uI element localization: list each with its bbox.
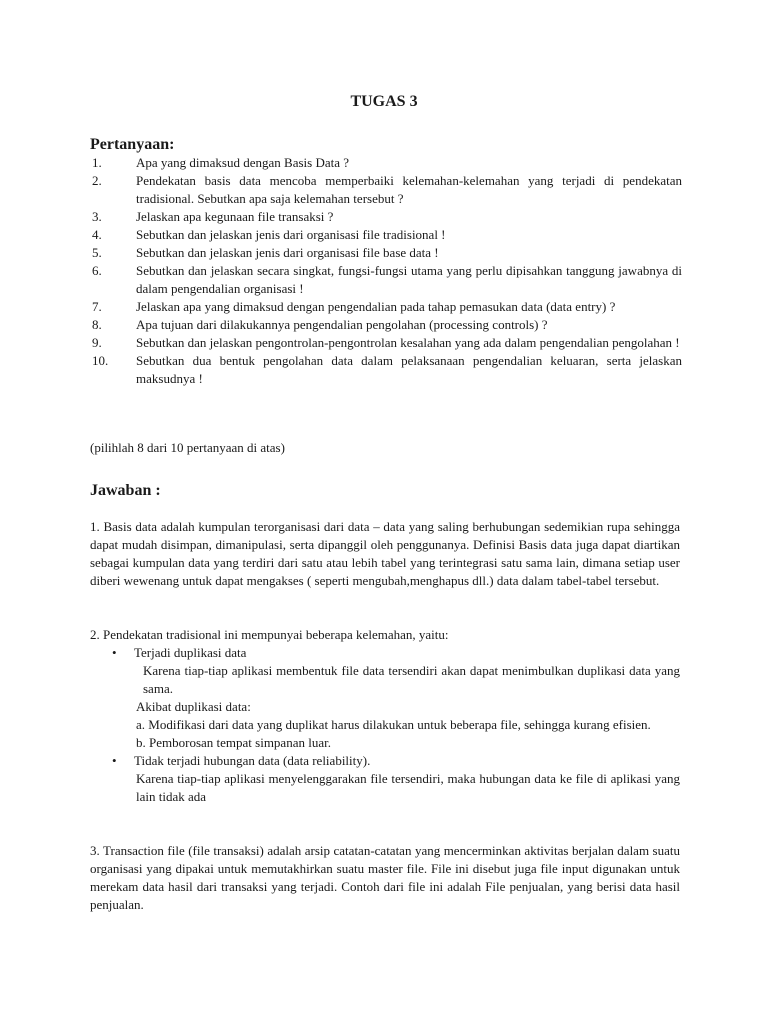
item-number: 5. [92, 245, 102, 260]
item-text: Sebutkan dan jelaskan jenis dari organisasi file base data ! [136, 245, 439, 260]
answers-heading: Jawaban : [90, 482, 161, 499]
list-item [92, 352, 682, 388]
list-item [92, 172, 682, 208]
bullet-icon: • [112, 645, 117, 660]
item-text: Sebutkan dan jelaskan secara singkat, fungsi-fungsi utama yang perlu dipisahkan tanggung jawabnya di dalam pengendalian organisasi ! [136, 263, 682, 296]
item-number: 1. [92, 155, 102, 170]
item-text: Jelaskan apa kegunaan file transaksi ? [136, 209, 334, 224]
item-number: 7. [92, 299, 102, 314]
effect-b: b. Pemborosan tempat simpanan luar. [136, 735, 331, 750]
item-number: 2. [92, 173, 102, 188]
list-item [90, 752, 680, 770]
list-item [92, 226, 682, 244]
effect-a: a. Modifikasi dari data yang duplikat harus dilakukan untuk beberapa file, sehingga kurang efisien. [136, 717, 651, 732]
list-item [92, 262, 682, 298]
item-text: Pendekatan basis data mencoba memperbaiki kelemahan-kelemahan yang terjadi di pendekatan tradisional. Sebutkan apa saja kelemahan tersebut ? [136, 173, 682, 206]
item-number: 4. [92, 227, 102, 242]
selection-note: (pilihlah 8 dari 10 pertanyaan di atas) [90, 440, 285, 455]
bullet-title: Terjadi duplikasi data [134, 645, 247, 660]
item-number: 10. [92, 353, 109, 368]
effect-heading: Akibat duplikasi data: [136, 699, 251, 714]
item-number: 6. [92, 263, 102, 278]
item-text: Sebutkan dan jelaskan pengontrolan-pengontrolan kesalahan yang ada dalam pengendalian pengolahan ! [136, 335, 680, 350]
item-text: Apa yang dimaksud dengan Basis Data ? [136, 155, 350, 170]
item-number: 3. [92, 209, 102, 224]
questions-list [92, 154, 682, 388]
list-item [92, 244, 682, 262]
bullet-description: Karena tiap-tiap aplikasi menyelenggarakan file tersendiri, maka hubungan data ke file di aplikasi yang lain tidak ada [136, 771, 680, 804]
item-text: Sebutkan dua bentuk pengolahan data dalam pelaksanaan pengendalian keluaran, serta jelaskan maksudnya ! [136, 353, 682, 386]
item-number: 8. [92, 317, 102, 332]
list-item [92, 316, 682, 334]
list-item [92, 298, 682, 316]
questions-heading: Pertanyaan: [90, 136, 175, 153]
list-item [90, 644, 680, 662]
item-text: Sebutkan dan jelaskan jenis dari organisasi file tradisional ! [136, 227, 446, 242]
page-title: TUGAS 3 [350, 93, 418, 110]
list-item [92, 334, 682, 352]
list-item [92, 154, 682, 172]
bullet-description: Karena tiap-tiap aplikasi membentuk file data tersendiri akan dapat menimbulkan duplikasi data yang sama. [143, 663, 680, 696]
bullet-title: Tidak terjadi hubungan data (data reliability). [134, 753, 371, 768]
list-item [92, 208, 682, 226]
answer-2 [90, 626, 680, 806]
answer-2-intro: 2. Pendekatan tradisional ini mempunyai beberapa kelemahan, yaitu: [90, 627, 449, 642]
bullet-icon: • [112, 753, 117, 768]
answer-1: 1. Basis data adalah kumpulan terorganisasi dari data – data yang saling berhubungan sedemikian rupa sehingga dapat mudah disimpan, dimanipulasi, serta dipanggil oleh penggunanya. Definisi Basis data juga dapat diartikan sebagai kumpulan data yang terdiri dari satu atau lebih tabel yang terintegrasi satu sama lain, dimana setiap user diberi wewenang untuk dapat mengakses ( seperti mengubah,menghapus dll.) data dalam tabel-tabel tersebut. [90, 519, 680, 588]
item-text: Jelaskan apa yang dimaksud dengan pengendalian pada tahap pemasukan data (data entry) ? [136, 299, 616, 314]
item-number: 9. [92, 335, 102, 350]
item-text: Apa tujuan dari dilakukannya pengendalian pengolahan (processing controls) ? [136, 317, 548, 332]
answer-3: 3. Transaction file (file transaksi) adalah arsip catatan-catatan yang mencerminkan aktivitas berjalan dalam suatu organisasi yang dipakai untuk memutakhirkan suatu master file. File ini disebut juga file input digunakan untuk merekam data hasil dari transaksi yang terjadi. Contoh dari file ini adalah File penjualan, yang berisi data hasil penjualan. [90, 843, 680, 912]
